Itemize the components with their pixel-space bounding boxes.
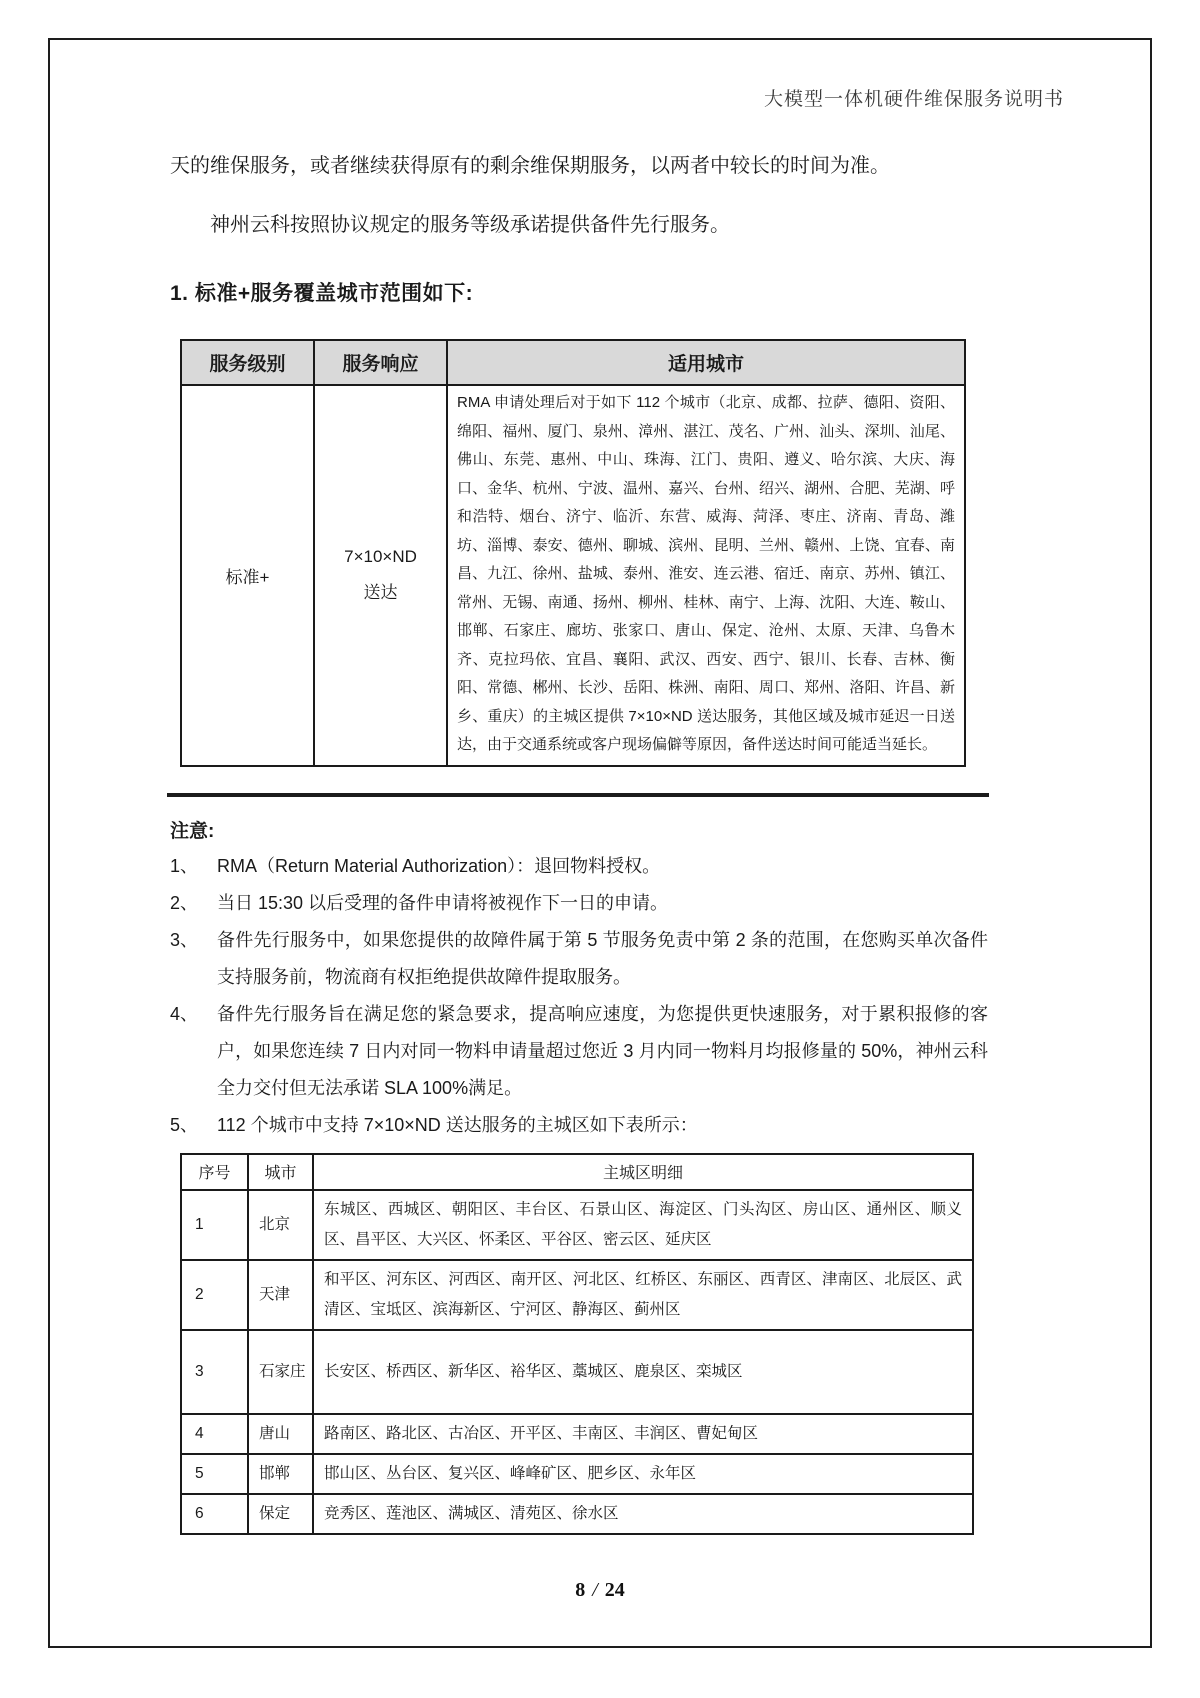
service-response-line2: 送达 bbox=[363, 583, 398, 603]
section-heading: 1. 标准+服务覆盖城市范围如下: bbox=[170, 282, 474, 305]
service-table-row bbox=[181, 385, 965, 766]
service-response-line1: 7×10×ND bbox=[344, 547, 417, 567]
service-level-header: 服务级别 bbox=[181, 340, 314, 385]
note-item-4 bbox=[170, 996, 988, 1107]
page-frame bbox=[48, 38, 1152, 1648]
header-title: 大模型一体机硬件维保服务说明书 bbox=[763, 89, 1064, 110]
note-text: 备件先行服务中，如果您提供的故障件属于第 5 节服务免责中第 2 条的范围，在您购买单次备件支持服务前，物流商有权拒绝提供故障件提取服务。 bbox=[217, 929, 988, 987]
row-districts-cell: 和平区、河东区、河西区、南开区、河北区、红桥区、东丽区、西青区、津南区、北辰区、武清区、宝坻区、滨海新区、宁河区、静海区、蓟州区 bbox=[313, 1260, 973, 1330]
service-response-cell bbox=[314, 385, 447, 766]
row-districts-cell: 路南区、路北区、古冶区、开平区、丰南区、丰润区、曹妃甸区 bbox=[313, 1414, 973, 1454]
district-no-header: 序号 bbox=[181, 1154, 248, 1190]
notes-list bbox=[170, 848, 988, 1144]
row-index-cell: 3 bbox=[181, 1330, 248, 1414]
row-index-cell: 2 bbox=[181, 1260, 248, 1330]
paragraph-warranty-continuation: 天的维保服务，或者继续获得原有的剩余维保期服务，以两者中较长的时间为准。 bbox=[170, 155, 890, 177]
note-text: 备件先行服务旨在满足您的紧急要求，提高响应速度，为您提供更快速服务，对于累积报修的客户，如果您连续 7 日内对同一物料申请量超过您近 3 月内同一物料月均报修量的 50%，神州云科全力交付但无法承诺 SLA 100%满足。 bbox=[217, 1003, 988, 1098]
note-text: 当日 15:30 以后受理的备件申请将被视作下一日的申请。 bbox=[217, 892, 669, 913]
row-city-cell: 唐山 bbox=[248, 1414, 313, 1454]
row-index-cell: 1 bbox=[181, 1190, 248, 1260]
note-number: 5、 bbox=[170, 1114, 199, 1135]
row-city-cell: 天津 bbox=[248, 1260, 313, 1330]
row-districts-cell: 东城区、西城区、朝阳区、丰台区、石景山区、海淀区、门头沟区、房山区、通州区、顺义区、昌平区、大兴区、怀柔区、平谷区、密云区、延庆区 bbox=[313, 1190, 973, 1260]
row-districts-cell: 长安区、桥西区、新华区、裕华区、藁城区、鹿泉区、栾城区 bbox=[313, 1330, 973, 1414]
note-item-3 bbox=[170, 922, 988, 996]
page-number-current: 8 bbox=[575, 1579, 586, 1601]
row-districts-cell: 邯山区、丛台区、复兴区、峰峰矿区、肥乡区、永年区 bbox=[313, 1454, 973, 1494]
service-response-header: 服务响应 bbox=[314, 340, 447, 385]
note-item-5 bbox=[170, 1107, 988, 1144]
district-row-tianjin bbox=[181, 1260, 973, 1330]
service-coverage-table bbox=[180, 339, 966, 767]
section-divider-rule bbox=[167, 793, 989, 797]
district-table bbox=[180, 1153, 974, 1535]
page-content bbox=[170, 153, 988, 1535]
row-city-cell: 邯郸 bbox=[248, 1454, 313, 1494]
row-city-cell: 保定 bbox=[248, 1494, 313, 1534]
page-number-total: 24 bbox=[604, 1579, 625, 1601]
note-number: 3、 bbox=[170, 929, 199, 950]
row-districts-cell: 竞秀区、莲池区、满城区、清苑区、徐水区 bbox=[313, 1494, 973, 1534]
row-index-cell: 4 bbox=[181, 1414, 248, 1454]
district-row-shijiazhuang bbox=[181, 1330, 973, 1414]
page-footer bbox=[50, 1579, 1150, 1602]
note-text: RMA（Return Material Authorization）：退回物料授权。 bbox=[217, 855, 661, 876]
note-number: 1、 bbox=[170, 855, 199, 876]
district-city-header: 城市 bbox=[248, 1154, 313, 1190]
applicable-cities-cell: RMA 申请处理后对于如下 112 个城市（北京、成都、拉萨、德阳、资阳、绵阳、福州、厦门、泉州、漳州、湛江、茂名、广州、汕头、深圳、汕尾、佛山、东莞、惠州、中山、珠海、江门、贵阳、遵义、哈尔滨、大庆、海口、金华、杭州、宁波、温州、嘉兴、台州、绍兴、湖州、合肥、芜湖、呼和浩特、烟台、济宁、临沂、东营、威海、菏泽、枣庄、济南、青岛、潍坊、淄博、泰安、德州、聊城、滨州、昆明、兰州、赣州、上饶、宜春、南昌、九江、徐州、盐城、泰州、淮安、连云港、宿迁、南京、苏州、镇江、常州、无锡、南通、扬州、柳州、桂林、南宁、上海、沈阳、大连、鞍山、邯郸、石家庄、廊坊、张家口、唐山、保定、沧州、太原、天津、乌鲁木齐、克拉玛依、宜昌、襄阳、武汉、西安、西宁、银川、长春、吉林、衡阳、常德、郴州、长沙、岳阳、株洲、南阳、周口、郑州、洛阳、许昌、新乡、重庆）的主城区提供 7×10×ND 送达服务，其他区域及城市延迟一日送达，由于交通系统或客户现场偏僻等原因，备件送达时间可能适当延长。 bbox=[447, 385, 965, 766]
row-index-cell: 6 bbox=[181, 1494, 248, 1534]
page-number-separator: / bbox=[592, 1579, 598, 1601]
district-table-header-row bbox=[181, 1154, 973, 1190]
district-row-beijing bbox=[181, 1190, 973, 1260]
district-row-tangshan bbox=[181, 1414, 973, 1454]
district-row-baoding bbox=[181, 1494, 973, 1534]
page-header bbox=[50, 84, 1150, 111]
district-row-handan bbox=[181, 1454, 973, 1494]
notes-label: 注意: bbox=[170, 820, 215, 842]
service-level-cell: 标准+ bbox=[181, 385, 314, 766]
district-detail-header: 主城区明细 bbox=[313, 1154, 973, 1190]
note-text: 112 个城市中支持 7×10×ND 送达服务的主城区如下表所示： bbox=[217, 1114, 698, 1135]
row-index-cell: 5 bbox=[181, 1454, 248, 1494]
paragraph-sla-commitment: 神州云科按照协议规定的服务等级承诺提供备件先行服务。 bbox=[210, 214, 730, 236]
applicable-cities-header: 适用城市 bbox=[447, 340, 965, 385]
note-item-2 bbox=[170, 885, 988, 922]
service-table-header-row bbox=[181, 340, 965, 385]
note-number: 4、 bbox=[170, 1003, 199, 1024]
note-number: 2、 bbox=[170, 892, 199, 913]
note-item-1 bbox=[170, 848, 988, 885]
row-city-cell: 石家庄 bbox=[248, 1330, 313, 1414]
row-city-cell: 北京 bbox=[248, 1190, 313, 1260]
